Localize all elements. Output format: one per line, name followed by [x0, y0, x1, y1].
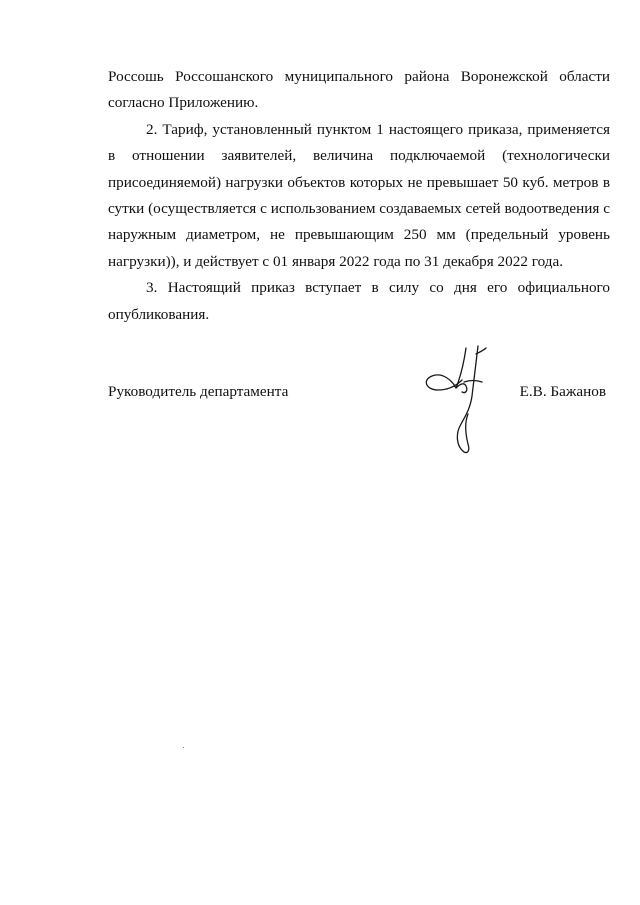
- paragraph-2-tariff: 2. Тариф, установленный пунктом 1 настоящего приказа, применяется в отношении заявителей, величина подключаемой (технологически присоединяемой) нагрузки объектов которых не превышает 50 куб. метров в сутки (осуществляется с использованием создаваемых сетей водоотведения с наружным диаметром, не превышающим 250 мм (предельный уровень нагрузки)), и действует с 01 января 2022 года по 31 декабря 2022 года.: [108, 120, 610, 270]
- paragraph-3-effective: 3. Настоящий приказ вступает в силу со дня его официального опубликования.: [108, 279, 610, 323]
- scan-dot: [183, 747, 184, 748]
- signature-line: [108, 382, 610, 404]
- signatory-role: Руководитель департамента: [108, 383, 289, 400]
- paragraph-intro-continuation: Россошь Россошанского муниципального района Воронежской области согласно Приложению.: [108, 68, 610, 112]
- handwritten-signature-icon: [420, 340, 500, 458]
- document-body: [108, 64, 610, 328]
- signatory-name: Е.В. Бажанов: [519, 383, 606, 400]
